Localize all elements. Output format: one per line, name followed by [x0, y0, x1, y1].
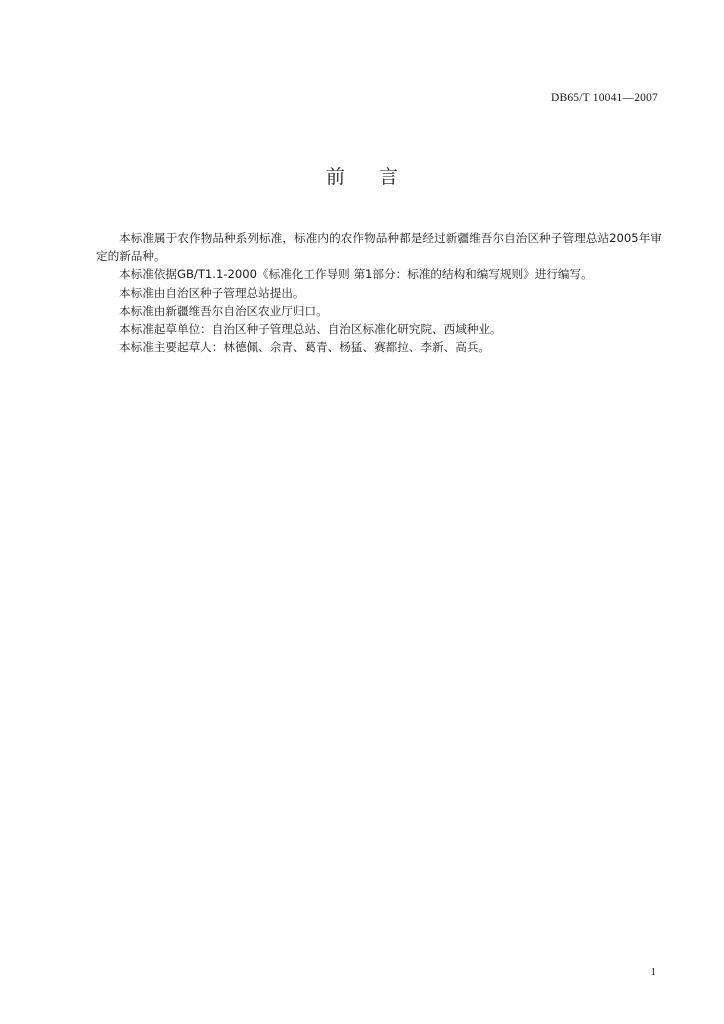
paragraph-scope: 本标准属于农作物品种系列标准，标准内的农作物品种都是经过新疆维吾尔自治区种子管理总站2005年审定的新品种。: [96, 231, 662, 264]
standard-number: DB65/T 10041—2007: [550, 92, 658, 104]
paragraph-centralized-by: 本标准由新疆维吾尔自治区农业厅归口。: [119, 303, 328, 318]
paragraph-drafters: 本标准主要起草人：林德佩、佘青、葛青、杨猛、赛都拉、李新、高兵。: [119, 340, 491, 355]
paragraph-proposer: 本标准由自治区种子管理总站提出。: [119, 285, 305, 300]
page-number: 1: [650, 966, 656, 978]
paragraph-basis: 本标准依据GB/T1.1-2000《标准化工作导则 第1部分：标准的结构和编写规则》进行编写。: [119, 267, 593, 282]
foreword-body: [96, 229, 662, 356]
paragraph-drafting-units: 本标准起草单位：自治区种子管理总站、自治区标准化研究院、西域种业。: [119, 322, 502, 337]
page-title: 前言: [325, 166, 432, 188]
